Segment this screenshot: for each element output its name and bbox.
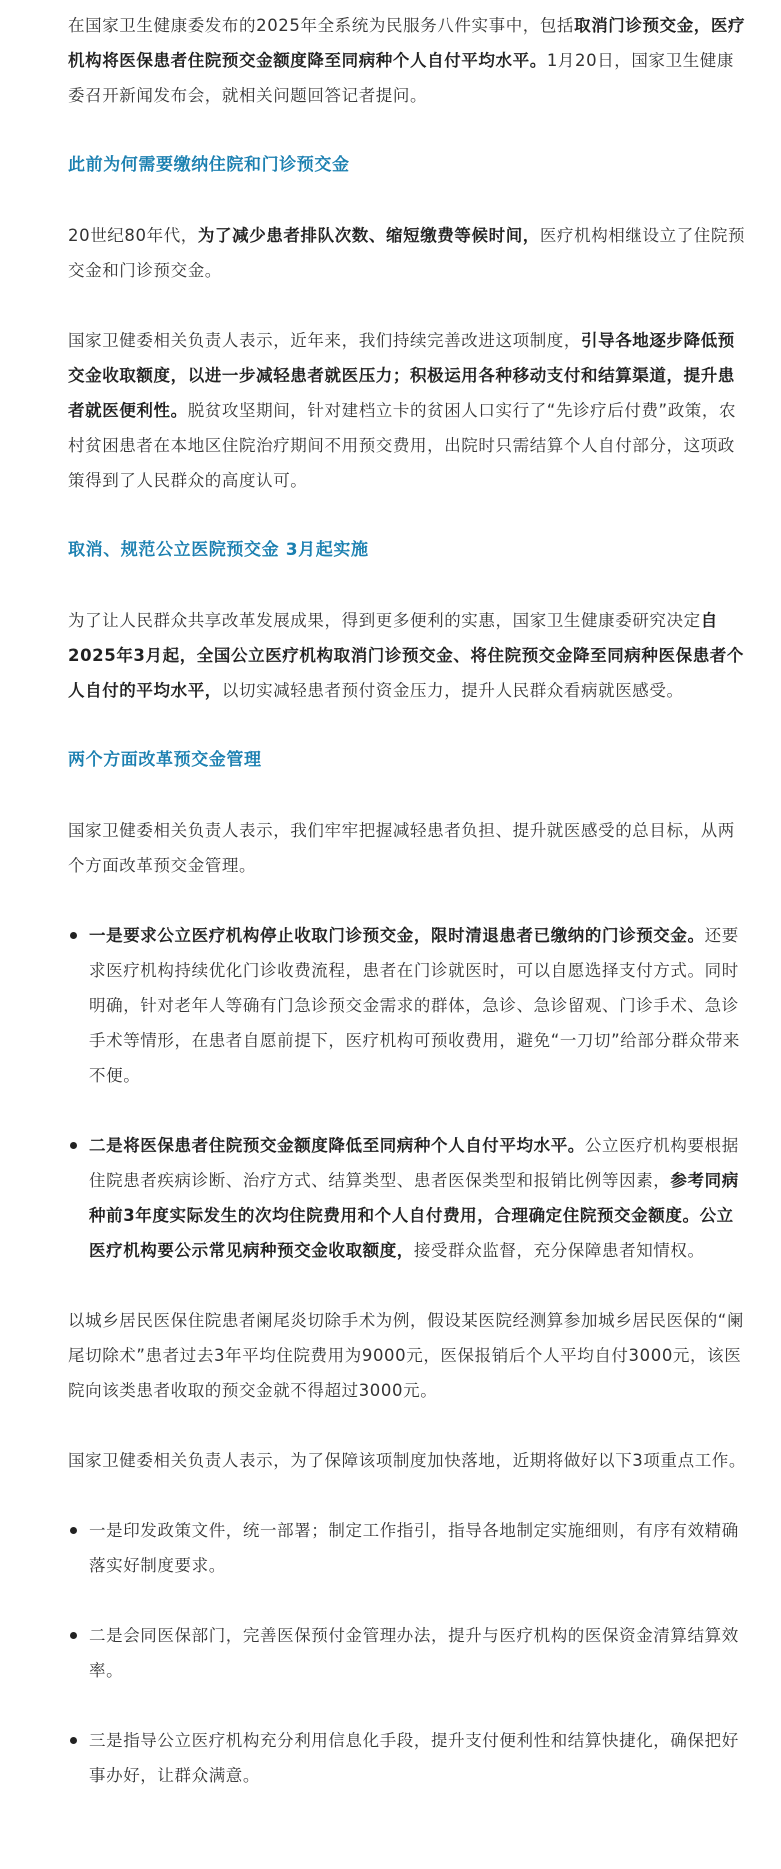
reform-list-2 xyxy=(68,1128,748,1268)
section2-paragraph-1 xyxy=(68,603,748,708)
list-item xyxy=(68,1513,748,1583)
s2p1-text-1: 为了让人民群众共享改革发展成果，得到更多便利的实惠，国家卫生健康委研究决定 xyxy=(68,611,701,630)
bullet-icon xyxy=(70,1527,77,1534)
s1p1-bold-1: 为了减少患者排队次数、缩短缴费等候时间， xyxy=(197,226,540,245)
bullet-icon xyxy=(70,1142,77,1149)
list-item xyxy=(68,1723,748,1793)
bullet2-bold-1: 二是将医保患者住院预交金额度降低至同病种个人自付平均水平。 xyxy=(89,1136,585,1155)
work-item-2: 二是会同医保部门，完善医保预付金管理办法，提升与医疗机构的医保资金清算结算效率。 xyxy=(89,1626,739,1680)
intro-text-1: 在国家卫生健康委发布的2025年全系统为民服务八件实事中，包括 xyxy=(68,16,575,35)
s2p1-text-2: 以切实减轻患者预付资金压力，提升人民群众看病就医感受。 xyxy=(221,681,684,700)
s1p1-text-1: 20世纪80年代， xyxy=(68,226,198,245)
bullet2-bold-2: 参考同病种前3年度实际发生的次均住院费用和个人自付费用，合理确定住院预交金额度。公立医疗机构要公示常见病种预交金收取额度， xyxy=(89,1171,739,1260)
bullet2-text-1: 公立医疗机构要根据住院患者疾病诊断、治疗方式、结算类型、患者医保类型和报销比例等因素， xyxy=(89,1136,739,1190)
section3-paragraph-2: 以城乡居民医保住院患者阑尾炎切除手术为例，假设某医院经测算参加城乡居民医保的“阑尾切除术”患者过去3年平均住院费用为9000元，医保报销后个人平均自付3000元，该医院向该类患者收取的预交金就不得超过3000元。 xyxy=(68,1311,745,1400)
work-list-2 xyxy=(68,1618,748,1688)
bullet1-text: 还要求医疗机构持续优化门诊收费流程，患者在门诊就医时，可以自愿选择支付方式。同时明确，针对老年人等确有门急诊预交金需求的群体，急诊、急诊留观、门诊手术、急诊手术等情形，在患者自愿前提下，医疗机构可预收费用，避免“一刀切”给部分群众带来不便。 xyxy=(89,926,740,1085)
s1p1-text-2: 医疗机构相继设立了住院预交金和门诊预交金。 xyxy=(68,226,746,280)
bullet-icon xyxy=(70,932,77,939)
section-heading-1: 此前为何需要缴纳住院和门诊预交金 xyxy=(68,155,350,175)
s1p2-text-2: 脱贫攻坚期间，针对建档立卡的贫困人口实行了“先诊疗后付费”政策，农村贫困患者在本地区住院治疗期间不用预交费用，出院时只需结算个人自付部分，这项政策得到了人民群众的高度认可。 xyxy=(68,401,737,490)
section1-paragraph-2 xyxy=(68,323,748,498)
list-item xyxy=(68,1618,748,1688)
section-heading-3: 两个方面改革预交金管理 xyxy=(68,750,262,770)
bullet-icon xyxy=(70,1632,77,1639)
work-item-3: 三是指导公立医疗机构充分利用信息化手段，提升支付便利性和结算快捷化，确保把好事办好，让群众满意。 xyxy=(89,1731,739,1785)
section1-paragraph-1 xyxy=(68,218,748,288)
s2p1-bold-1: 自2025年3月起，全国公立医疗机构取消门诊预交金、将住院预交金降至同病种医保患者个人自付的平均水平， xyxy=(68,611,745,700)
reform-list xyxy=(68,918,748,1093)
section3-paragraph-1: 国家卫健委相关负责人表示，我们牢牢把握减轻患者负担、提升就医感受的总目标，从两个方面改革预交金管理。 xyxy=(68,821,735,875)
work-list xyxy=(68,1513,748,1583)
s1p2-text-1: 国家卫健委相关负责人表示，近年来，我们持续完善改进这项制度， xyxy=(68,331,581,350)
bullet-icon xyxy=(70,1737,77,1744)
intro-text-2: 1月20日，国家卫生健康委召开新闻发布会，就相关问题回答记者提问。 xyxy=(68,51,735,105)
s1p2-bold-1: 引导各地逐步降低预交金收取额度，以进一步减轻患者就医压力；积极运用各种移动支付和结算渠道，提升患者就医便利性。 xyxy=(68,331,735,420)
work-list-3 xyxy=(68,1723,748,1793)
work-item-1: 一是印发政策文件，统一部署；制定工作指引，指导各地制定实施细则，有序有效精确落实好制度要求。 xyxy=(89,1521,739,1575)
list-item xyxy=(68,918,748,1093)
bullet1-bold: 一是要求公立医疗机构停止收取门诊预交金，限时清退患者已缴纳的门诊预交金。 xyxy=(89,926,705,945)
section-heading-2: 取消、规范公立医院预交金 3月起实施 xyxy=(68,540,369,560)
intro-bold-1: 取消门诊预交金，医疗机构将医保患者住院预交金额度降至同病种个人自付平均水平。 xyxy=(68,16,746,70)
intro-paragraph xyxy=(68,8,748,113)
section3-paragraph-3: 国家卫健委相关负责人表示，为了保障该项制度加快落地，近期将做好以下3项重点工作。 xyxy=(68,1451,746,1470)
list-item xyxy=(68,1128,748,1268)
bullet2-text-2: 接受群众监督，充分保障患者知情权。 xyxy=(413,1241,705,1260)
